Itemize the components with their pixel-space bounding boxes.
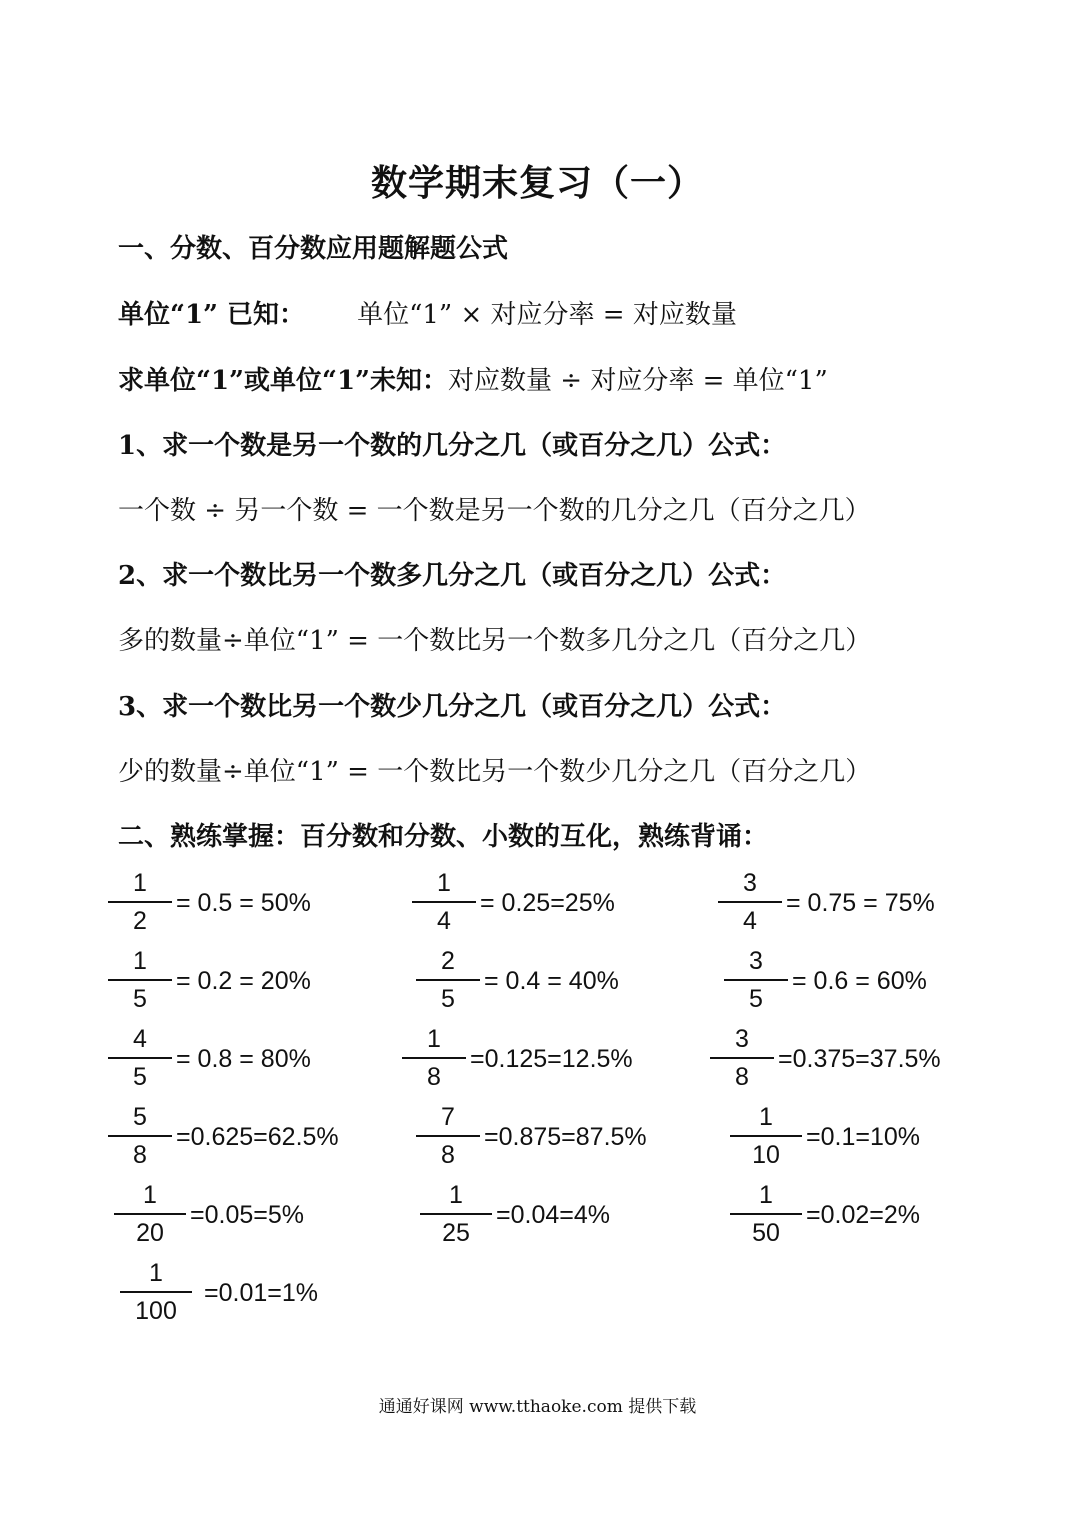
item-2-formula: 多的数量÷单位“1” = 一个数比另一个数多几分之几（百分之几） <box>118 626 872 656</box>
fraction: 1 10 <box>730 1102 802 1170</box>
fraction: 1 8 <box>402 1024 466 1092</box>
fraction: 5 8 <box>108 1102 172 1170</box>
item-1-formula: 一个数 ÷ 另一个数 = 一个数是另一个数的几分之几（百分之几） <box>118 496 871 526</box>
known-unit-formula: 单位“1” × 对应分率 = 对应数量 <box>357 300 737 330</box>
item-2-heading: 2、求一个数比另一个数多几分之几（或百分之几）公式： <box>118 561 787 591</box>
fraction: 2 5 <box>416 946 480 1014</box>
fraction: 1 25 <box>420 1180 492 1248</box>
fraction: 3 4 <box>718 868 782 936</box>
fraction: 3 8 <box>710 1024 774 1092</box>
conversion-value: =0.375=37.5% <box>778 1045 941 1073</box>
footer-credit: 通通好课网 www.tthaoke.com 提供下载 <box>378 1397 697 1417</box>
conversion-value: = 0.25=25% <box>480 889 615 917</box>
conversion-value: =0.05=5% <box>190 1201 304 1229</box>
conversion-value: = 0.2 = 20% <box>176 967 311 995</box>
conversion-value: = 0.6 = 60% <box>792 967 927 995</box>
fraction: 1 20 <box>114 1180 186 1248</box>
fraction: 1 50 <box>730 1180 802 1248</box>
conversion-value: =0.1=10% <box>806 1123 920 1151</box>
fraction: 1 100 <box>120 1258 192 1326</box>
fraction: 3 5 <box>724 946 788 1014</box>
fraction: 4 5 <box>108 1024 172 1092</box>
unknown-unit-formula: 对应数量 ÷ 对应分率 = 单位“1” <box>448 366 828 396</box>
fraction: 7 8 <box>416 1102 480 1170</box>
conversion-value: = 0.5 = 50% <box>176 889 311 917</box>
fraction: 1 4 <box>412 868 476 936</box>
conversion-value: = 0.8 = 80% <box>176 1045 311 1073</box>
section1-heading: 一、分数、百分数应用题解题公式 <box>118 234 509 264</box>
conversion-value: =0.02=2% <box>806 1201 920 1229</box>
item-1-heading: 1、求一个数是另一个数的几分之几（或百分之几）公式： <box>118 431 787 461</box>
unknown-unit-label: 求单位“1”或单位“1”未知： <box>118 366 449 396</box>
conversion-value: =0.875=87.5% <box>484 1123 647 1151</box>
conversion-value: =0.625=62.5% <box>176 1123 339 1151</box>
conversion-value: =0.01=1% <box>204 1279 318 1307</box>
conversion-value: =0.125=12.5% <box>470 1045 633 1073</box>
conversion-value: =0.04=4% <box>496 1201 610 1229</box>
item-3-formula: 少的数量÷单位“1” = 一个数比另一个数少几分之几（百分之几） <box>118 757 872 787</box>
item-3-heading: 3、求一个数比另一个数少几分之几（或百分之几）公式： <box>118 692 787 722</box>
section2-heading: 二、熟练掌握：百分数和分数、小数的互化，熟练背诵： <box>118 822 769 852</box>
unknown-unit-row <box>118 360 828 397</box>
known-unit-label: 单位“1” 已知： <box>118 300 306 330</box>
fraction: 1 2 <box>108 868 172 936</box>
known-unit-row <box>118 294 737 331</box>
fraction: 1 5 <box>108 946 172 1014</box>
conversion-value: = 0.4 = 40% <box>484 967 619 995</box>
conversion-value: = 0.75 = 75% <box>786 889 935 917</box>
page-title: 数学期末复习（一） <box>370 162 704 204</box>
